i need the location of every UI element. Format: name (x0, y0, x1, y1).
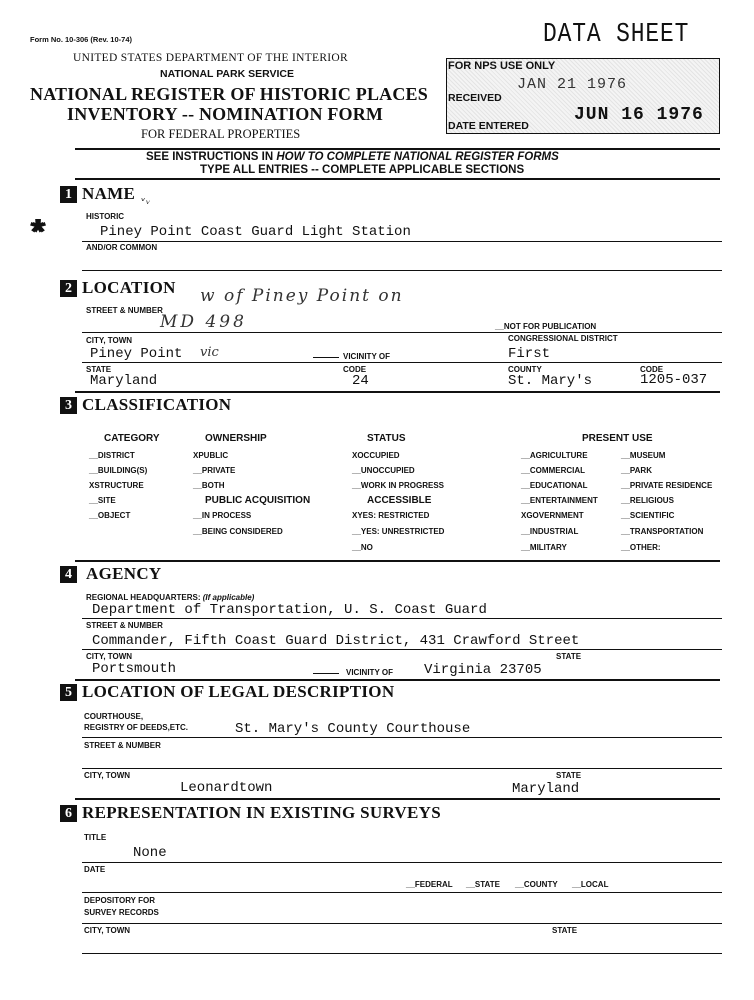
historic-value: Piney Point Coast Guard Light Station (100, 224, 411, 240)
congressional-value: First (508, 346, 551, 362)
section-3-title: CLASSIFICATION (82, 395, 232, 414)
section-4-title: AGENCY (86, 564, 162, 583)
agency-street-label: STREET & NUMBER (86, 621, 163, 630)
survey-city-rule (82, 953, 722, 954)
county-value: St. Mary's (508, 373, 593, 389)
agency-vicinity-label: VICINITY OF (346, 668, 393, 677)
survey-date-label: DATE (84, 865, 106, 874)
category-site: __SITE (89, 496, 116, 505)
section-2-title: LOCATION (82, 278, 176, 297)
instructions-line-1: SEE INSTRUCTIONS IN HOW TO COMPLETE NATIONAL REGISTER FORMS (146, 151, 559, 163)
legal-street-label: STREET & NUMBER (84, 741, 161, 750)
survey-city-label: CITY, TOWN (84, 926, 131, 935)
agency-street-rule (82, 649, 722, 650)
acquisition-considered: __BEING CONSIDERED (193, 527, 283, 536)
status-work-in-progress: __WORK IN PROGRESS (352, 481, 445, 490)
form-subtitle: FOR FEDERAL PROPERTIES (141, 127, 301, 141)
code-value: 24 (352, 373, 369, 389)
courthouse-value: St. Mary's County Courthouse (235, 721, 471, 737)
agency-city-label: CITY, TOWN (86, 652, 133, 661)
use-industrial: __INDUSTRIAL (521, 527, 579, 536)
survey-state-label: STATE (552, 926, 578, 935)
instructions-rule (75, 178, 720, 180)
form-title-2: INVENTORY -- NOMINATION FORM (67, 104, 384, 124)
accessible-no: __NO (352, 543, 373, 552)
survey-date-rule (82, 892, 722, 893)
state-label: STATE (86, 365, 112, 374)
legal-street-rule (82, 768, 722, 769)
section-4-rule (75, 679, 720, 681)
use-entertainment: __ENTERTAINMENT (521, 496, 598, 505)
section-1-number: 1 (60, 186, 77, 203)
use-agriculture: __AGRICULTURE (521, 451, 588, 460)
survey-county: __COUNTY (515, 880, 558, 889)
street-handwriting-2: MD 498 (160, 312, 247, 332)
agency-state-value: Virginia 23705 (424, 662, 542, 678)
status-unoccupied: __UNOCCUPIED (352, 466, 415, 475)
category-object: __OBJECT (89, 511, 131, 520)
form-number: Form No. 10-306 (Rev. 10-74) (30, 35, 132, 44)
street-handwriting-1: w of Piney Point on (200, 286, 404, 306)
section-5-title: LOCATION OF LEGAL DESCRIPTION (82, 682, 395, 701)
courthouse-label-2: REGISTRY OF DEEDS,ETC. (84, 723, 189, 732)
county-label: COUNTY (508, 365, 542, 374)
ownership-both: __BOTH (193, 481, 225, 490)
common-label: AND/OR COMMON (86, 243, 158, 252)
acquisition-heading: PUBLIC ACQUISITION (205, 495, 311, 506)
not-for-publication: __NOT FOR PUBLICATION (495, 322, 597, 331)
survey-federal: __FEDERAL (406, 880, 453, 889)
received-label: RECEIVED (448, 92, 502, 104)
section-2-rule (75, 391, 720, 393)
agency-state-label: STATE (556, 652, 582, 661)
code2-value: 1205-037 (640, 372, 708, 388)
use-military: __MILITARY (521, 543, 567, 552)
status-occupied: XOCCUPIED (352, 451, 400, 460)
hq-rule (82, 618, 722, 619)
depository-rule (82, 923, 722, 924)
category-structure: XSTRUCTURE (89, 481, 144, 490)
accessible-heading: ACCESSIBLE (367, 495, 432, 506)
common-rule (82, 270, 722, 271)
courthouse-rule (82, 737, 722, 738)
instructions-line-2: TYPE ALL ENTRIES -- COMPLETE APPLICABLE SECTIONS (200, 164, 525, 176)
section-5-rule (75, 798, 720, 800)
accessible-unrestricted: __YES: UNRESTRICTED (352, 527, 445, 536)
agency-city-value: Portsmouth (92, 661, 177, 677)
ownership-private: __PRIVATE (193, 466, 236, 475)
survey-local: __LOCAL (572, 880, 609, 889)
form-title-1: NATIONAL REGISTER OF HISTORIC PLACES (30, 84, 428, 104)
status-heading: STATUS (367, 433, 406, 444)
present-use-heading: PRESENT USE (582, 433, 653, 444)
category-district: __DISTRICT (89, 451, 135, 460)
survey-state: __STATE (466, 880, 500, 889)
hq-label: REGIONAL HEADQUARTERS: (If applicable) (86, 593, 255, 602)
legal-city-label: CITY, TOWN (84, 771, 131, 780)
section-6-number: 6 (60, 805, 77, 822)
section-3-rule (75, 560, 720, 562)
asterisk-mark: ** (30, 211, 35, 252)
header-rule (75, 148, 720, 150)
date-entered-stamp: JUN 16 1976 (574, 105, 704, 125)
street-rule (82, 332, 722, 333)
state-value: Maryland (90, 373, 158, 389)
use-park: __PARK (621, 466, 652, 475)
depository-label-2: SURVEY RECORDS (84, 908, 159, 917)
date-entered-label: DATE ENTERED (448, 120, 529, 132)
legal-city-value: Leonardtown (180, 780, 273, 796)
use-private-residence: __PRIVATE RESIDENCE (621, 481, 713, 490)
city-label: CITY, TOWN (86, 336, 133, 345)
dept-name: UNITED STATES DEPARTMENT OF THE INTERIOR (73, 52, 349, 64)
city-handwriting: vic (200, 345, 219, 360)
historic-label: HISTORIC (86, 212, 125, 221)
city-rule (82, 362, 722, 363)
depository-label-1: DEPOSITORY FOR (84, 896, 155, 905)
use-museum: __MUSEUM (621, 451, 666, 460)
use-religious: __RELIGIOUS (621, 496, 674, 505)
survey-title-rule (82, 862, 722, 863)
section-4-number: 4 (60, 566, 77, 583)
accessible-restricted: XYES: RESTRICTED (352, 511, 430, 520)
received-stamp: JAN 21 1976 (517, 76, 628, 93)
section-5-number: 5 (60, 684, 77, 701)
category-heading: CATEGORY (104, 433, 160, 444)
section-1-title: NAME (82, 184, 136, 203)
nps-use-label: FOR NPS USE ONLY (448, 60, 556, 72)
vicinity-label: VICINITY OF (343, 352, 390, 361)
ownership-heading: OWNERSHIP (205, 433, 267, 444)
use-government: XGOVERNMENT (521, 511, 584, 520)
city-value: Piney Point (90, 346, 183, 362)
use-educational: __EDUCATIONAL (521, 481, 588, 490)
congressional-label: CONGRESSIONAL DISTRICT (508, 334, 618, 343)
hq-value: Department of Transportation, U. S. Coast Guard (92, 602, 487, 618)
courthouse-label-1: COURTHOUSE, (84, 712, 144, 721)
agency-vicinity-blank (313, 673, 339, 674)
vicinity-blank (313, 357, 339, 358)
use-scientific: __SCIENTIFIC (621, 511, 675, 520)
section-2-number: 2 (60, 280, 77, 297)
section-6-title: REPRESENTATION IN EXISTING SURVEYS (82, 803, 441, 822)
service-name: NATIONAL PARK SERVICE (160, 68, 294, 80)
agency-street-value: Commander, Fifth Coast Guard District, 431 Crawford Street (92, 633, 580, 649)
historic-scribble: ˅ᵛ (140, 197, 151, 211)
historic-rule (82, 241, 722, 242)
data-sheet-label: DATA SHEET (543, 20, 690, 50)
survey-title-value: None (133, 845, 167, 861)
section-3-number: 3 (60, 397, 77, 414)
street-label: STREET & NUMBER (86, 306, 163, 315)
use-other: __OTHER: (621, 543, 661, 552)
use-commercial: __COMMERCIAL (521, 466, 586, 475)
legal-state-label: STATE (556, 771, 582, 780)
acquisition-in-process: __IN PROCESS (193, 511, 252, 520)
survey-title-label: TITLE (84, 833, 107, 842)
code2-label: CODE (640, 365, 664, 374)
category-buildings: __BUILDING(S) (89, 466, 148, 475)
use-transportation: __TRANSPORTATION (621, 527, 704, 536)
ownership-public: XPUBLIC (193, 451, 229, 460)
code-label: CODE (343, 365, 367, 374)
legal-state-value: Maryland (512, 781, 580, 797)
